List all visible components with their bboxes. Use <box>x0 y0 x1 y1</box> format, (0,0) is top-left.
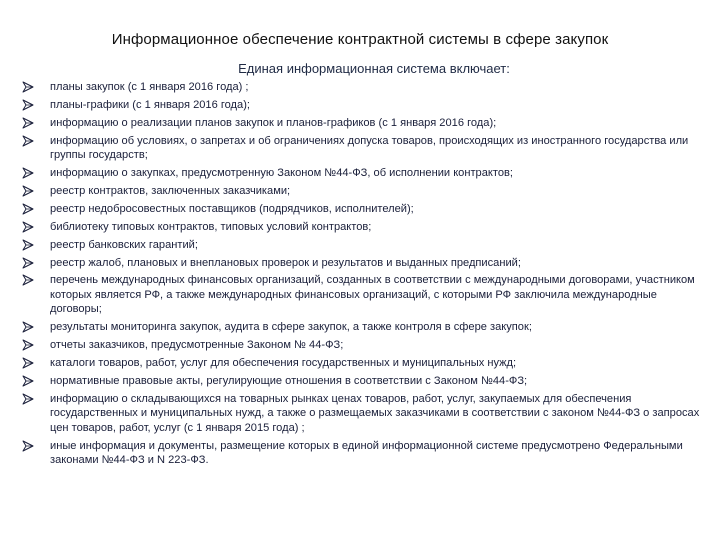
list-item <box>22 238 702 253</box>
list-item <box>22 220 702 235</box>
list-item <box>22 320 702 335</box>
arrowhead-bullet-icon <box>22 185 34 197</box>
list-item-text: реестр банковских гарантий; <box>50 238 198 251</box>
arrowhead-bullet-icon <box>22 339 34 351</box>
list-item <box>22 374 702 389</box>
arrowhead-bullet-icon <box>22 203 34 215</box>
list-item-text: планы-графики (с 1 января 2016 года); <box>50 98 250 111</box>
list-item <box>22 273 702 317</box>
arrowhead-bullet-icon <box>22 99 34 111</box>
slide-subtitle: Единая информационная система включает: <box>238 61 510 76</box>
list-item-text: информацию об условиях, о запретах и об ограничениях допуска товаров, происходящих из иностранного государства или группы государств; <box>50 134 689 162</box>
list-item-text: планы закупок (с 1 января 2016 года) ; <box>50 81 249 93</box>
arrowhead-bullet-icon <box>22 375 34 387</box>
arrowhead-bullet-icon <box>22 221 34 233</box>
list-item <box>22 439 702 468</box>
arrowhead-bullet-icon <box>22 167 34 179</box>
arrowhead-bullet-icon <box>22 81 34 93</box>
arrowhead-bullet-icon <box>22 274 34 286</box>
list-item <box>22 98 702 113</box>
list-item <box>22 134 702 163</box>
list-item-text: библиотеку типовых контрактов, типовых условий контрактов; <box>50 220 372 233</box>
list-item <box>22 338 702 353</box>
list-item <box>22 202 702 217</box>
list-item-text: информацию о закупках, предусмотренную Законом №44-ФЗ, об исполнении контрактов; <box>50 167 513 180</box>
arrowhead-bullet-icon <box>22 357 34 369</box>
arrowhead-bullet-icon <box>22 321 34 333</box>
arrowhead-bullet-icon <box>22 117 34 129</box>
bullet-list <box>22 80 702 471</box>
list-item-text: реестр контрактов, заключенных заказчиками; <box>50 184 291 197</box>
arrowhead-bullet-icon <box>22 393 34 405</box>
list-item-text: реестр недобросовестных поставщиков (подрядчиков, исполнителей); <box>50 202 414 215</box>
arrowhead-bullet-icon <box>22 257 34 269</box>
list-item-text: каталоги товаров, работ, услуг для обеспечения государственных и муниципальных нужд; <box>50 357 517 370</box>
list-item <box>22 356 702 371</box>
list-item-text: результаты мониторинга закупок, аудита в сфере закупок, а также контроля в сфере закупок; <box>50 321 532 334</box>
list-item-text: отчеты заказчиков, предусмотренные Законом № 44-ФЗ; <box>50 339 344 352</box>
list-item-text: перечень международных финансовых организаций, созданных в соответствии с международными договорами, участником которых является РФ, а также международных финансовых организаций, с которыми РФ заключила международные договоры; <box>50 274 695 316</box>
arrowhead-bullet-icon <box>22 440 34 452</box>
list-item-text: иные информация и документы, размещение которых в единой информационной системе предусмотрено Федеральными законами №44-ФЗ и N 223-ФЗ. <box>50 439 683 467</box>
list-item <box>22 80 702 95</box>
list-item <box>22 166 702 181</box>
arrowhead-bullet-icon <box>22 239 34 251</box>
list-item <box>22 184 702 199</box>
list-item-text: реестр жалоб, плановых и внеплановых проверок и результатов и выданных предписаний; <box>50 256 521 269</box>
list-item-text: нормативные правовые акты, регулирующие отношения в соответствии с Законом №44-ФЗ; <box>50 374 528 387</box>
list-item <box>22 392 702 436</box>
list-item-text: информацию о реализации планов закупок и планов-графиков (с 1 января 2016 года); <box>50 116 497 129</box>
slide-title: Информационное обеспечение контрактной системы в сфере закупок <box>111 31 609 48</box>
list-item <box>22 256 702 271</box>
list-item <box>22 116 702 131</box>
arrowhead-bullet-icon <box>22 135 34 147</box>
list-item-text: информацию о складывающихся на товарных рынках ценах товаров, работ, услуг, закупаемых для обеспечения государственных и муниципальных нужд, а также о размещаемых заказчиками в соответствии с законом №44-ФЗ о запросах цен товаров, работ, услуг (с 1 января 2015 года) ; <box>50 392 700 434</box>
